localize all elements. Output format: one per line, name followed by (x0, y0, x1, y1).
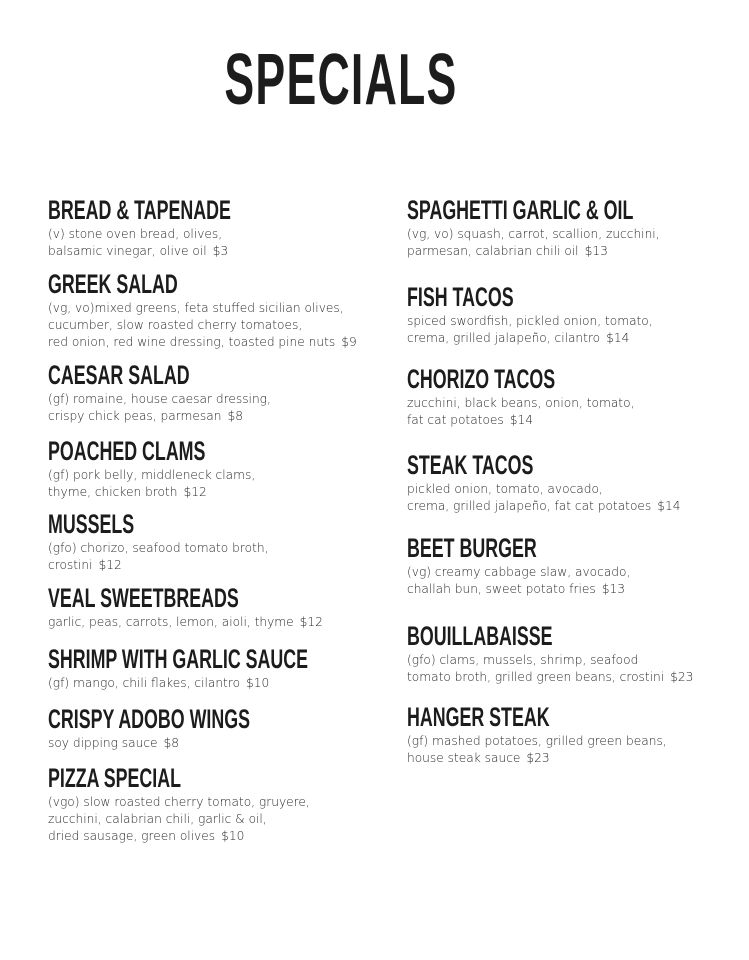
description-line (407, 750, 727, 767)
menu-item-price: $13 (584, 244, 608, 258)
description-line (407, 669, 727, 686)
menu-item-name: MUSSELS (48, 509, 135, 539)
description-line (407, 412, 727, 429)
menu-item-description (407, 313, 727, 347)
description-line (48, 408, 358, 425)
menu-item-price: $12 (299, 615, 323, 629)
description-text: fat cat potatoes (407, 413, 504, 427)
menu-item-name: CAESAR SALAD (48, 360, 190, 390)
menu-item-price: $12 (183, 485, 207, 499)
menu-item-description (48, 300, 358, 351)
menu-item-name: STEAK TACOS (407, 450, 534, 480)
menu-item-price: $13 (601, 582, 625, 596)
menu-item-name: BEET BURGER (407, 533, 537, 563)
description-line (48, 614, 358, 631)
description-line (407, 581, 727, 598)
menu-item-description (407, 481, 727, 515)
menu-item (48, 437, 358, 501)
description-text: house steak sauce (407, 751, 521, 765)
description-text: (gfo) chorizo, seafood tomato broth, (48, 541, 269, 555)
menu-item (48, 584, 358, 631)
menu-item-name: CHORIZO TACOS (407, 364, 556, 394)
description-text: (vg, vo)mixed greens, feta stuffed sicilian olives, (48, 301, 344, 315)
description-line (48, 540, 358, 557)
description-text: (gf) mashed potatoes, grilled green beans, (407, 734, 667, 748)
description-text: (vg) creamy cabbage slaw, avocado, (407, 565, 631, 579)
description-text: (v) stone oven bread, olives, (48, 227, 223, 241)
menu-item (48, 764, 358, 845)
menu-item-name: FISH TACOS (407, 282, 514, 312)
menu-item (407, 703, 727, 767)
menu-item-name: BOUILLABAISSE (407, 621, 553, 651)
description-text: red onion, red wine dressing, toasted pine nuts (48, 335, 336, 349)
menu-item (48, 510, 358, 574)
menu-item (407, 196, 727, 260)
menu-item-description (407, 395, 727, 429)
description-text: (gf) romaine, house caesar dressing, (48, 392, 271, 406)
menu-item-price: $23 (526, 751, 550, 765)
description-text: crispy chick peas, parmesan (48, 409, 222, 423)
menu-item-name: SPAGHETTI GARLIC & OIL (407, 195, 634, 225)
description-line (407, 313, 727, 330)
description-text: crema, grilled jalapeño, cilantro (407, 331, 601, 345)
description-line (48, 794, 358, 811)
description-text: thyme, chicken broth (48, 485, 178, 499)
description-text: (vgo) slow roasted cherry tomato, gruyere, (48, 795, 310, 809)
description-line (407, 733, 727, 750)
description-line (48, 828, 358, 845)
menu-item-name: POACHED CLAMS (48, 436, 206, 466)
description-line (48, 675, 358, 692)
menu-item (407, 365, 727, 429)
menu-item (407, 534, 727, 598)
menu-item-name: BREAD & TAPENADE (48, 195, 231, 225)
menu-item-name: CRISPY ADOBO WINGS (48, 704, 250, 734)
description-text: challah bun, sweet potato fries (407, 582, 596, 596)
description-text: dried sausage, green olives (48, 829, 216, 843)
menu-item-price: $23 (670, 670, 694, 684)
description-text: (vg, vo) squash, carrot, scallion, zucchini, (407, 227, 660, 241)
description-text: cucumber, slow roasted cherry tomatoes, (48, 318, 303, 332)
description-text: balsamic vinegar, olive oil (48, 244, 207, 258)
menu-item-description (48, 675, 358, 692)
menu-item (48, 645, 358, 692)
menu-item-description (48, 391, 358, 425)
description-text: parmesan, calabrian chili oil (407, 244, 579, 258)
menu-item (407, 283, 727, 347)
menu-item (407, 622, 727, 686)
menu-item-description (48, 226, 358, 260)
menu-item-description (48, 540, 358, 574)
menu-item-price: $14 (509, 413, 534, 427)
menu-item (48, 270, 358, 351)
menu-item-price: $10 (246, 676, 270, 690)
menu-item-description (48, 467, 358, 501)
description-text: tomato broth, grilled green beans, crostini (407, 670, 665, 684)
description-line (407, 652, 727, 669)
description-line (407, 498, 727, 515)
description-text: crostini (48, 558, 93, 572)
menu-item (48, 361, 358, 425)
description-line (407, 330, 727, 347)
description-line (407, 481, 727, 498)
description-line (48, 334, 358, 351)
menu-item-description (48, 794, 358, 845)
menu-item-price: $14 (657, 499, 681, 513)
menu-item-price: $9 (341, 335, 357, 349)
description-line (48, 226, 358, 243)
description-line (407, 564, 727, 581)
description-text: zucchini, calabrian chili, garlic & oil, (48, 812, 267, 826)
description-line (48, 811, 358, 828)
menu-item-description (407, 564, 727, 598)
menu-item-name: SHRIMP WITH GARLIC SAUCE (48, 644, 309, 674)
menu-item-price: $3 (212, 244, 229, 258)
description-line (407, 395, 727, 412)
menu-item-name: PIZZA SPECIAL (48, 763, 182, 793)
description-text: pickled onion, tomato, avocado, (407, 482, 603, 496)
description-text: zucchini, black beans, onion, tomato, (407, 396, 635, 410)
menu-item-price: $10 (221, 829, 245, 843)
description-line (48, 243, 358, 260)
description-text: (gf) pork belly, middleneck clams, (48, 468, 256, 482)
menu-item-price: $8 (227, 409, 243, 423)
description-text: spiced swordfish, pickled onion, tomato, (407, 314, 653, 328)
description-text: soy dipping sauce (48, 736, 158, 750)
menu-item (48, 196, 358, 260)
menu-item-description (407, 733, 727, 767)
menu-item-description (407, 652, 727, 686)
description-line (48, 484, 358, 501)
menu-item-description (48, 614, 358, 631)
description-text: (gf) mango, chili flakes, cilantro (48, 676, 241, 690)
menu-item-name: GREEK SALAD (48, 269, 178, 299)
description-line (48, 391, 358, 408)
menu-item-price: $8 (163, 736, 180, 750)
menu-item-price: $12 (98, 558, 122, 572)
description-text: (gfo) clams, mussels, shrimp, seafood (407, 653, 639, 667)
description-text: crema, grilled jalapeño, fat cat potatoes (407, 499, 652, 513)
description-text: garlic, peas, carrots, lemon, aioli, thyme (48, 615, 294, 629)
menu-item-description (407, 226, 727, 260)
description-line (48, 557, 358, 574)
description-line (48, 735, 358, 752)
description-line (48, 467, 358, 484)
page-title: SPECIALS (224, 40, 458, 120)
menu-item (48, 705, 358, 752)
menu-item-name: HANGER STEAK (407, 702, 550, 732)
description-line (48, 317, 358, 334)
menu-item-description (48, 735, 358, 752)
menu-item-name: VEAL SWEETBREADS (48, 583, 239, 613)
description-line (407, 226, 727, 243)
description-line (48, 300, 358, 317)
menu-item (407, 451, 727, 515)
menu-item-price: $14 (606, 331, 630, 345)
description-line (407, 243, 727, 260)
